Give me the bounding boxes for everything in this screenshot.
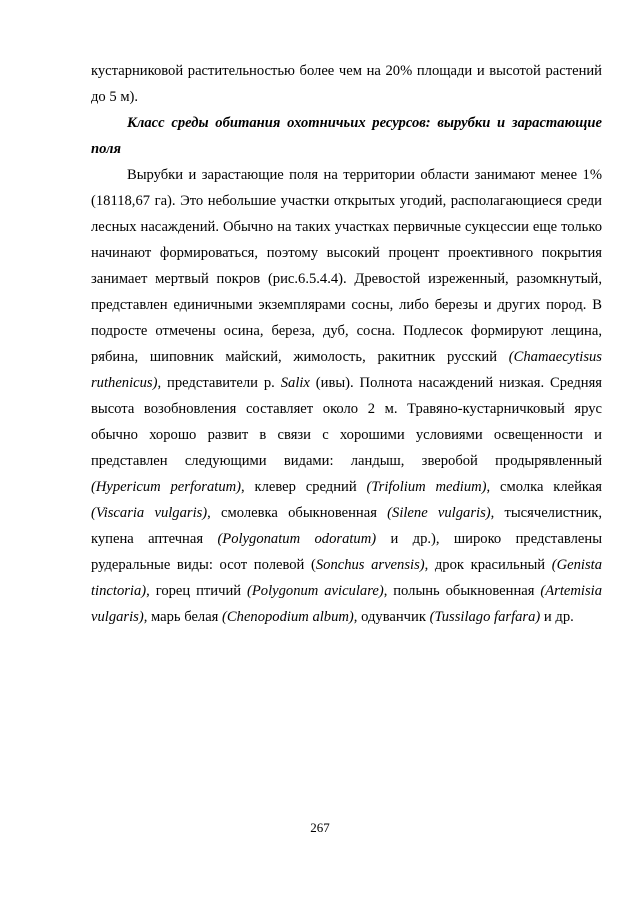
section-heading: Класс среды обитания охотничьих ресурсов: вырубки и зарастающие поля bbox=[91, 115, 602, 157]
body-text: и др.), широко представлены рудеральные виды: осот полевой ( bbox=[91, 531, 602, 573]
latin-name: (Genista tinctoria) bbox=[91, 557, 603, 599]
page-number: 267 bbox=[310, 820, 330, 835]
latin-name: (Hypericum perforatum) bbox=[91, 479, 242, 495]
latin-name: Salix bbox=[280, 375, 310, 391]
body-text: , клевер средний bbox=[241, 479, 367, 495]
body-text: , представители р. bbox=[157, 375, 281, 391]
latin-name: (Polygonum aviculare) bbox=[247, 583, 384, 599]
body-text: (ивы). Полнота насаждений низкая. Средняя высота возобновления составляет около 2 м. Травяно-кустарничковый ярус обычно хорошо развит в связи с хорошими условиями освещенности и представлен следующими видами: ландыш, зверобой продырявленный bbox=[91, 375, 602, 469]
body-text: , тысячелистник, купена аптечная bbox=[91, 505, 602, 547]
latin-name: (Chenopodium album) bbox=[222, 609, 354, 625]
body-text: , смолевка обыкновенная bbox=[207, 505, 388, 521]
latin-name: (Tussilago farfara) bbox=[429, 609, 541, 625]
body-text: , одуванчик bbox=[353, 609, 430, 625]
text-block bbox=[91, 58, 602, 630]
body-text: , полынь обыкновенная bbox=[383, 583, 541, 599]
body-text: и др. bbox=[540, 609, 574, 625]
body-text: , дрок красильный bbox=[424, 557, 552, 573]
latin-name: (Viscaria vulgaris) bbox=[91, 505, 208, 521]
intro-paragraph bbox=[91, 58, 602, 110]
body-text: , смолка клейкая bbox=[486, 479, 602, 495]
intro-text: кустарниковой растительностью более чем на 20% площади и высотой растений до 5 м). bbox=[91, 63, 602, 105]
body-text: Вырубки и зарастающие поля на территории области занимают менее 1% (18118,67 га). Это небольшие участки открытых угодий, располагающиеся среди лесных насаждений. Обычно на таких участках первичные сукцессии еще только начинают формироваться, поэтому высокий процент проективного покрытия занимает мертвый покров (рис.6.5.4.4). Древостой изреженный, разомкнутый, представлен единичными экземплярами сосны, либо березы и других пород. В подросте отмечены осина, береза, дуб, сосна. Подлесок формируют лещина, рябина, шиповник майский, жимолость, ракитник русский bbox=[91, 167, 602, 365]
latin-name: (Chamaecytisus ruthenicus) bbox=[91, 349, 602, 391]
body-text: , горец птичий bbox=[146, 583, 247, 599]
latin-name: (Artemisia vulgaris) bbox=[91, 583, 602, 625]
latin-name: (Trifolium medium) bbox=[366, 479, 487, 495]
latin-name: Sonchus arvensis) bbox=[315, 557, 425, 573]
latin-name: (Silene vulgaris) bbox=[387, 505, 491, 521]
body-paragraph bbox=[91, 162, 602, 630]
body-text: , марь белая bbox=[143, 609, 223, 625]
latin-name: (Polygonatum odoratum) bbox=[217, 531, 377, 547]
